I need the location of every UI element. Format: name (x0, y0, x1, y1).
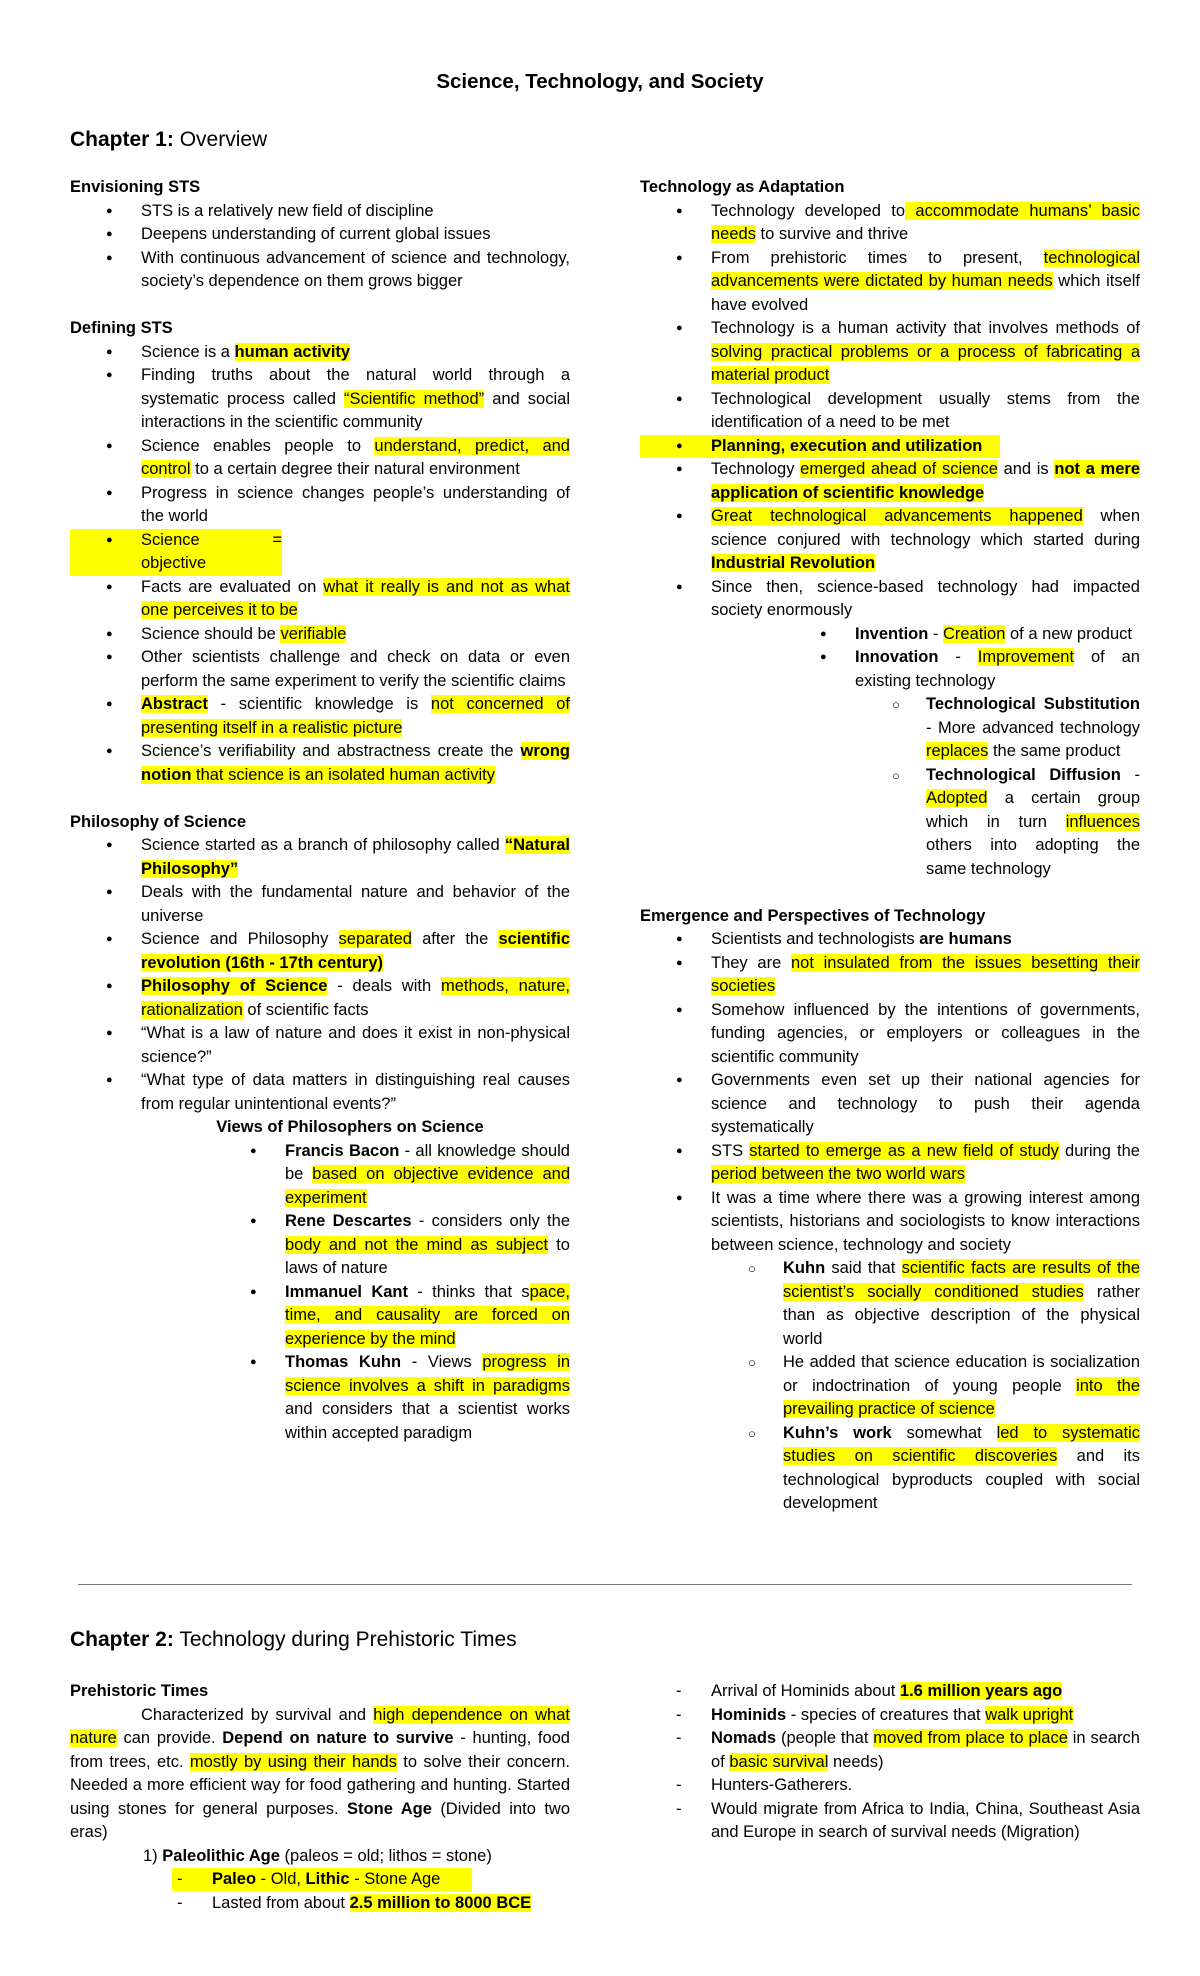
section-heading-philosophy: Philosophy of Science (70, 812, 247, 831)
list-item: ○ He added that science education is socialization or indoctrination of young people into the prevailing practice of science (640, 1351, 1140, 1422)
adaptation-list (640, 200, 1140, 623)
list-item: - Arrival of Hominids about 1.6 million years ago (640, 1680, 1140, 1704)
chapter-2-right-column (640, 1680, 1140, 1845)
chapter-2-heading: Chapter 2: Technology during Prehistoric Times (70, 1628, 517, 1651)
views-heading: Views of Philosophers on Science (216, 1118, 484, 1136)
section-heading-prehistoric: Prehistoric Times (70, 1682, 209, 1700)
list-item: ● Since then, science-based technology had impacted society enormously (640, 576, 1140, 623)
list-item: ● Innovation - Improvement of an existing technology (640, 646, 1140, 693)
list-item: ● Science should be verifiable (70, 623, 570, 647)
document-title: Science, Technology, and Society (436, 70, 764, 93)
list-item: ● Science’s verifiability and abstractness create the wrong notion that science is an isolated human activity (70, 740, 570, 787)
list-item: ● From prehistoric times to present, technological advancements were dictated by human needs which itself have evolved (640, 247, 1140, 318)
kuhn-list (640, 1257, 1140, 1516)
list-item: ○ Kuhn’s work somewhat led to systematic studies on scientific discoveries and its technological byproducts coupled with social development (640, 1422, 1140, 1516)
paleolithic-list (70, 1868, 570, 1915)
list-item: ● STS is a relatively new field of discipline (70, 200, 570, 224)
list-item: ● Immanuel Kant - thinks that space, time, and causality are forced on experience by the mind (70, 1281, 570, 1352)
prehistoric-paragraph: Characterized by survival and high dependence on what nature can provide. Depend on nature to survive - hunting, food from trees, etc. mostly by using their hands to solve their concern. Needed a more efficient way for food gathering and hunting. Started using stones for general purposes. Stone Age (Divided into two eras) (70, 1705, 571, 1841)
list-item: ● Science and Philosophy separated after the scientific revolution (16th - 17th century) (70, 928, 570, 975)
list-item: ● Great technological advancements happened when science conjured with technology which started during Industrial Revolution (640, 505, 1140, 576)
paleolithic-heading: 1) Paleolithic Age (paleos = old; lithos = stone) (143, 1846, 492, 1865)
envisioning-list (70, 200, 570, 294)
chapter-1-heading: Chapter 1: Overview (70, 128, 268, 151)
list-item: ● Thomas Kuhn - Views progress in science involves a shift in paradigms and considers that a scientist works within accepted paradigm (70, 1351, 570, 1445)
list-item: - Would migrate from Africa to India, China, Southeast Asia and Europe in search of survival needs (Migration) (640, 1798, 1140, 1845)
chapter-divider (78, 1584, 1132, 1585)
list-item: ● Governments even set up their national agencies for science and technology to push their agenda systematically (640, 1069, 1140, 1140)
philosophy-list (70, 834, 570, 1116)
list-item: ● Deepens understanding of current global issues (70, 223, 570, 247)
list-item: ● It was a time where there was a growing interest among scientists, historians and sociologists to know interactions between science, technology and society (640, 1187, 1140, 1258)
list-item: - Lasted from about 2.5 million to 8000 BCE (70, 1892, 570, 1916)
list-item: ● They are not insulated from the issues besetting their societies (640, 952, 1140, 999)
list-item: ● Deals with the fundamental nature and behavior of the universe (70, 881, 570, 928)
emergence-list (640, 928, 1140, 1257)
list-item: ○ Kuhn said that scientific facts are results of the scientist’s socially conditioned studies rather than as objective description of the physical world (640, 1257, 1140, 1351)
list-item: ● Planning, execution and utilization (640, 435, 1000, 459)
hominids-list (640, 1680, 1140, 1845)
invention-innovation-list (640, 623, 1140, 694)
technology-types-list (640, 693, 1140, 881)
list-item: ● Technology emerged ahead of science and is not a mere application of scientific knowledge (640, 458, 1140, 505)
chapter-1-right-column (640, 176, 1140, 1516)
list-item: ● Other scientists challenge and check on data or even perform the same experiment to verify the scientific claims (70, 646, 570, 693)
list-item: ● Facts are evaluated on what it really is and not as what one perceives it to be (70, 576, 570, 623)
list-item: - Nomads (people that moved from place to place in search of basic survival needs) (640, 1727, 1140, 1774)
philosophers-list (70, 1140, 570, 1446)
list-item: ● “What type of data matters in distinguishing real causes from regular unintentional events?” (70, 1069, 570, 1116)
list-item: ● Science enables people to understand, predict, and control to a certain degree their natural environment (70, 435, 570, 482)
section-heading-adaptation: Technology as Adaptation (640, 178, 845, 196)
section-heading-defining: Defining STS (70, 319, 173, 337)
list-item: ● Technology developed to accommodate humans’ basic needs to survive and thrive (640, 200, 1140, 247)
list-item: ○ Technological Substitution - More advanced technology replaces the same product (640, 693, 1140, 764)
list-item: ● Science = objective (70, 529, 282, 576)
list-item: ● Science is a human activity (70, 341, 570, 365)
list-item: ● With continuous advancement of science and technology, society’s dependence on them grows bigger (70, 247, 570, 294)
list-item: ● Abstract - scientific knowledge is not concerned of presenting itself in a realistic picture (70, 693, 570, 740)
list-item: ● Science started as a branch of philosophy called “Natural Philosophy” (70, 834, 570, 881)
list-item: ● Rene Descartes - considers only the body and not the mind as subject to laws of nature (70, 1210, 570, 1281)
defining-list (70, 341, 570, 788)
list-item: ● “What is a law of nature and does it exist in non-physical science?” (70, 1022, 570, 1069)
list-item: - Hominids - species of creatures that walk upright (640, 1704, 1140, 1728)
chapter-1-left-column (70, 176, 570, 1445)
list-item: ● Somehow influenced by the intentions of governments, funding agencies, or employers or colleagues in the scientific community (640, 999, 1140, 1070)
list-item: ● Progress in science changes people’s understanding of the world (70, 482, 570, 529)
list-item: ○ Technological Diffusion - Adopted a certain group which in turn influences others into adopting the same technology (640, 764, 1140, 882)
list-item: ● Technological development usually stems from the identification of a need to be met (640, 388, 1140, 435)
list-item: ● Francis Bacon - all knowledge should be based on objective evidence and experiment (70, 1140, 570, 1211)
list-item: - Paleo - Old, Lithic - Stone Age (70, 1868, 570, 1892)
list-item: ● Finding truths about the natural world through a systematic process called “Scientific method” and social interactions in the scientific community (70, 364, 570, 435)
list-item: ● Invention - Creation of a new product (640, 623, 1140, 647)
list-item: ● Scientists and technologists are humans (640, 928, 1140, 952)
list-item: - Hunters-Gatherers. (640, 1774, 1140, 1798)
list-item: ● Philosophy of Science - deals with methods, nature, rationalization of scientific facts (70, 975, 570, 1022)
list-item: ● STS started to emerge as a new field of study during the period between the two world wars (640, 1140, 1140, 1187)
section-heading-emergence: Emergence and Perspectives of Technology (640, 906, 986, 925)
section-heading-envisioning: Envisioning STS (70, 178, 201, 196)
chapter-2-left-column (70, 1680, 570, 1915)
list-item: ● Technology is a human activity that involves methods of solving practical problems or a process of fabricating a material product (640, 317, 1140, 388)
